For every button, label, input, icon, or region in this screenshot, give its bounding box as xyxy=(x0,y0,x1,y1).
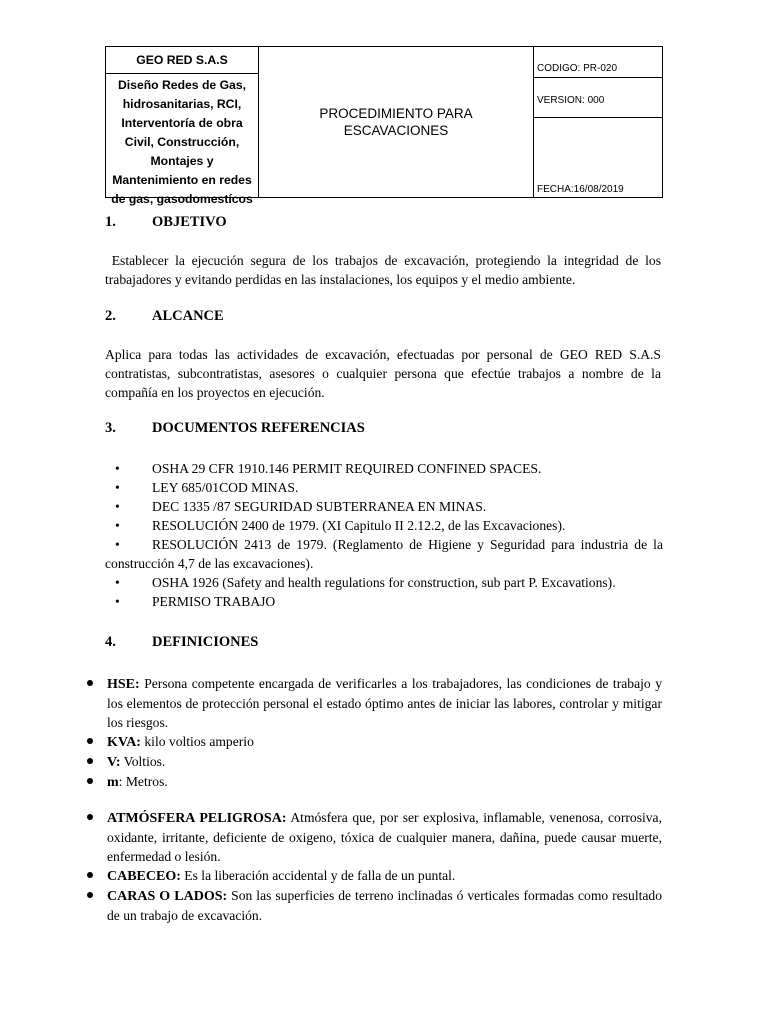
definition-text: kilo voltios amperio xyxy=(140,734,254,749)
section-number: 1. xyxy=(105,214,116,230)
list-item xyxy=(105,592,663,611)
reference-text: LEY 685/01COD MINAS. xyxy=(152,480,299,495)
bullet-icon: • xyxy=(115,480,120,495)
description-line: Diseño Redes de Gas, xyxy=(117,78,247,92)
bullet-icon xyxy=(87,892,93,898)
definition-item xyxy=(80,772,662,792)
description-line: Mantenimiento en redes xyxy=(112,173,252,187)
bullet-icon xyxy=(87,738,93,744)
definition-text: : Metros. xyxy=(118,774,168,789)
bullet-icon: • xyxy=(115,537,120,552)
header-table xyxy=(105,46,663,206)
reference-text: OSHA 29 CFR 1910.146 PERMIT REQUIRED CONFINED SPACES. xyxy=(152,461,542,476)
bullet-icon: • xyxy=(115,518,120,533)
reference-text: RESOLUCIÓN 2400 de 1979. (XI Capitulo II 2.12.2, de las Excavaciones). xyxy=(152,518,566,533)
company-description xyxy=(106,74,258,209)
bullet-icon xyxy=(87,872,93,878)
alcance-paragraph: Aplica para todas las actividades de excavación, efectuadas por personal de GEO RED S.A.S contratistas, subcontratistas, asesores o cualquier persona que efectúe trabajos a nombre de la compañía en los proyectos en ejecución. xyxy=(105,347,661,400)
bullet-icon xyxy=(87,778,93,784)
description-line: Interventoría de obra xyxy=(121,116,243,130)
description-line: Civil, Construcción, xyxy=(124,135,240,149)
definitions-list xyxy=(80,674,662,792)
list-item xyxy=(105,535,663,573)
section-number: 2. xyxy=(105,308,116,324)
definition-term: V: xyxy=(107,755,121,770)
references-list xyxy=(105,459,663,611)
description-line: de gas, gasodomestícos xyxy=(111,192,253,206)
fecha-label: FECHA:16/08/2019 xyxy=(537,184,624,195)
codigo-label: CODIGO: PR-020 xyxy=(537,63,618,74)
reference-text: PERMISO TRABAJO xyxy=(152,594,276,609)
title-line: PROCEDIMIENTO PARA xyxy=(319,106,473,121)
bullet-icon xyxy=(87,680,93,686)
definition-term: ATMÓSFERA PELIGROSA: xyxy=(107,811,287,826)
list-item xyxy=(105,516,663,535)
section-title: OBJETIVO xyxy=(152,214,227,230)
meta-cell xyxy=(534,47,662,197)
definition-item xyxy=(80,752,662,772)
definition-text: Es la liberación accidental y de falla de un puntal. xyxy=(180,868,456,883)
list-item xyxy=(105,459,663,478)
section-number: 4. xyxy=(105,634,116,650)
objetivo-paragraph: Establecer la ejecución segura de los trabajos de excavación, protegiendo la integridad de los trabajadores y evitando perdidas en las instalaciones, los equipos y el medio ambiente. xyxy=(105,253,665,287)
definition-term: m xyxy=(107,775,119,790)
version-label: VERSION: 000 xyxy=(537,95,605,106)
definition-item xyxy=(80,732,662,752)
bullet-icon: • xyxy=(115,461,120,476)
definition-term: KVA: xyxy=(107,735,141,750)
company-name: GEO RED S.A.S xyxy=(106,47,258,74)
company-cell xyxy=(106,47,259,206)
section-title: DOCUMENTOS REFERENCIAS xyxy=(152,420,365,436)
bullet-icon: • xyxy=(115,575,120,590)
definition-item xyxy=(80,886,662,925)
bullet-icon xyxy=(87,758,93,764)
section-title: ALCANCE xyxy=(152,308,224,324)
description-line: Montajes y xyxy=(150,154,214,168)
definition-text: Persona competente encargada de verificarles a los trabajadores, las condiciones de trabajo y los elementos de protección personal el estado óptimo antes de iniciar las labores, controlar y mitigar los riesgos. xyxy=(107,676,662,730)
document-title xyxy=(259,105,533,139)
title-line: ESCAVACIONES xyxy=(343,123,449,138)
bullet-icon: • xyxy=(115,594,120,609)
list-item xyxy=(105,573,663,592)
bullet-icon xyxy=(87,814,93,820)
section-number: 3. xyxy=(105,420,116,436)
description-line: hidrosanitarias, RCI, xyxy=(122,97,242,111)
list-item xyxy=(105,497,663,516)
definition-text: Atmósfera que, por ser explosiva, inflamable, venenosa, corrosiva, oxidante, irritante, deficiente de oxigeno, tóxica de cualquier manera, dañina, puede causar muerte, enfermedad o lesión. xyxy=(107,810,662,864)
definition-term: CABECEO: xyxy=(107,869,181,884)
definitions-list xyxy=(80,808,662,925)
definition-text: Son las superficies de terreno inclinadas ó verticales formadas como resultado de un trabajo de excavación. xyxy=(107,888,663,923)
title-cell xyxy=(259,47,534,197)
bullet-icon: • xyxy=(115,499,120,514)
definition-item xyxy=(80,674,662,732)
reference-text: DEC 1335 /87 SEGURIDAD SUBTERRANEA EN MINAS. xyxy=(152,499,487,514)
definition-term: CARAS O LADOS: xyxy=(107,889,228,904)
reference-text: OSHA 1926 (Safety and health regulations for construction, sub part P. Excavations). xyxy=(152,575,616,590)
definition-text: Voltios. xyxy=(120,754,166,769)
definition-item xyxy=(80,866,662,886)
reference-text: RESOLUCIÓN 2413 de 1979. (Reglamento de Higiene y Seguridad para industria de la construcción 4,7 de las excavaciones). xyxy=(105,537,663,571)
definition-item xyxy=(80,808,662,866)
definition-term: HSE: xyxy=(107,677,140,692)
list-item xyxy=(105,478,663,497)
section-title: DEFINICIONES xyxy=(152,634,259,650)
